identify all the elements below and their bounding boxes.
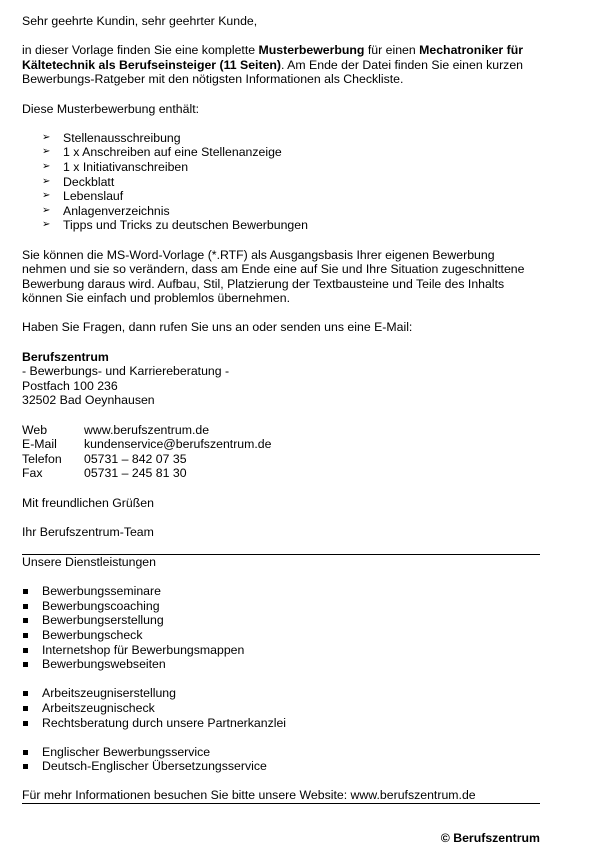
intro-text-3: . Am Ende der Datei finden Sie einen kurzen Bewerbungs-Ratgeber mit den nötigsten Informationen als Checkliste. (22, 57, 524, 87)
list-item: ➢ Deckblatt (42, 175, 540, 190)
list-item: Arbeitszeugniserstellung (42, 686, 540, 701)
list-item: ➢ Tipps und Tricks zu deutschen Bewerbungen (42, 218, 540, 233)
contact-table (22, 423, 540, 481)
contents-heading: Diese Musterbewerbung enthält: (22, 101, 200, 116)
usage-paragraph: Sie können die MS-Word-Vorlage (*.RTF) als Ausgangsbasis Ihrer eigenen Bewerbung nehmen und sie so verändern, dass am Ende eine auf Sie und Ihre Situation zugeschnittene Bewerbung daraus wird. Aufbau, Stil, Platzierung der Textbausteine und Teile des Inhalts können Sie einfach und problemlos übernehmen. (22, 247, 525, 306)
list-item: Bewerbungscheck (42, 628, 540, 643)
city: 32502 Bad Oeynhausen (22, 393, 155, 408)
list-item: ➢ 1 x Anschreiben auf eine Stellenanzeige (42, 145, 540, 160)
more-info: Für mehr Informationen besuchen Sie bitte unsere Website: www.berufszentrum.de (22, 788, 476, 803)
document-page (22, 14, 540, 804)
list-item: Rechtsberatung durch unsere Partnerkanzlei (42, 716, 540, 731)
company-subtitle: - Bewerbungs- und Karriereberatung - (22, 364, 230, 379)
contact-row (22, 437, 540, 452)
contact-row (22, 466, 540, 481)
list-item: Arbeitszeugnischeck (42, 701, 540, 716)
list-item: Bewerbungscoaching (42, 599, 540, 614)
company-name: Berufszentrum (22, 349, 109, 364)
contact-key: Telefon (22, 451, 62, 466)
signature: Ihr Berufszentrum-Team (22, 524, 154, 539)
list-item: ➢ Lebenslauf (42, 189, 540, 204)
copyright: © Berufszentrum (440, 831, 540, 845)
contact-row (22, 452, 540, 467)
intro-bold-1: Musterbewerbung (258, 43, 365, 58)
greeting: Sehr geehrte Kundin, sehr geehrter Kunde, (22, 14, 258, 28)
list-item: Englischer Bewerbungsservice (42, 745, 540, 760)
contact-fax: 05731 – 245 81 30 (84, 466, 187, 481)
contact-phone: 05731 – 842 07 35 (84, 451, 187, 466)
services-list-1 (42, 584, 540, 672)
postbox: Postfach 100 236 (22, 378, 118, 393)
list-item: Bewerbungserstellung (42, 613, 540, 628)
contact-key: Fax (22, 466, 43, 481)
list-item: ➢ Anlagenverzeichnis (42, 204, 540, 219)
list-item: Deutsch-Englischer Übersetzungsservice (42, 759, 540, 774)
list-item: ➢ 1 x Initiativanschreiben (42, 160, 540, 175)
intro-bold-2: Mechatroniker für Kältetechnik als Berufseinsteiger (11 Seiten) (22, 43, 524, 72)
list-item: Internetshop für Bewerbungsmappen (42, 643, 540, 658)
list-item: Bewerbungsseminare (42, 584, 540, 599)
contact-email[interactable]: kundenservice@berufszentrum.de (84, 437, 272, 452)
services-list-2 (42, 686, 540, 730)
contact-key: E-Mail (22, 437, 57, 452)
contact-web[interactable]: www.berufszentrum.de (84, 422, 210, 437)
list-item: ➢ Stellenausschreibung (42, 131, 540, 146)
contact-key: Web (22, 422, 48, 437)
contact-row (22, 423, 540, 438)
intro-text-2: für einen (364, 43, 420, 58)
intro-text-1: in dieser Vorlage finden Sie eine komplette (22, 43, 259, 58)
services-list-3 (42, 745, 540, 774)
questions-paragraph: Haben Sie Fragen, dann rufen Sie uns an oder senden uns eine E-Mail: (22, 320, 413, 335)
contents-list (42, 131, 540, 233)
divider-bottom (22, 803, 540, 804)
list-item: Bewerbungswebseiten (42, 657, 540, 672)
services-heading: Unsere Dienstleistungen (22, 554, 156, 569)
closing: Mit freundlichen Grüßen (22, 495, 154, 510)
intro-paragraph (22, 43, 540, 87)
